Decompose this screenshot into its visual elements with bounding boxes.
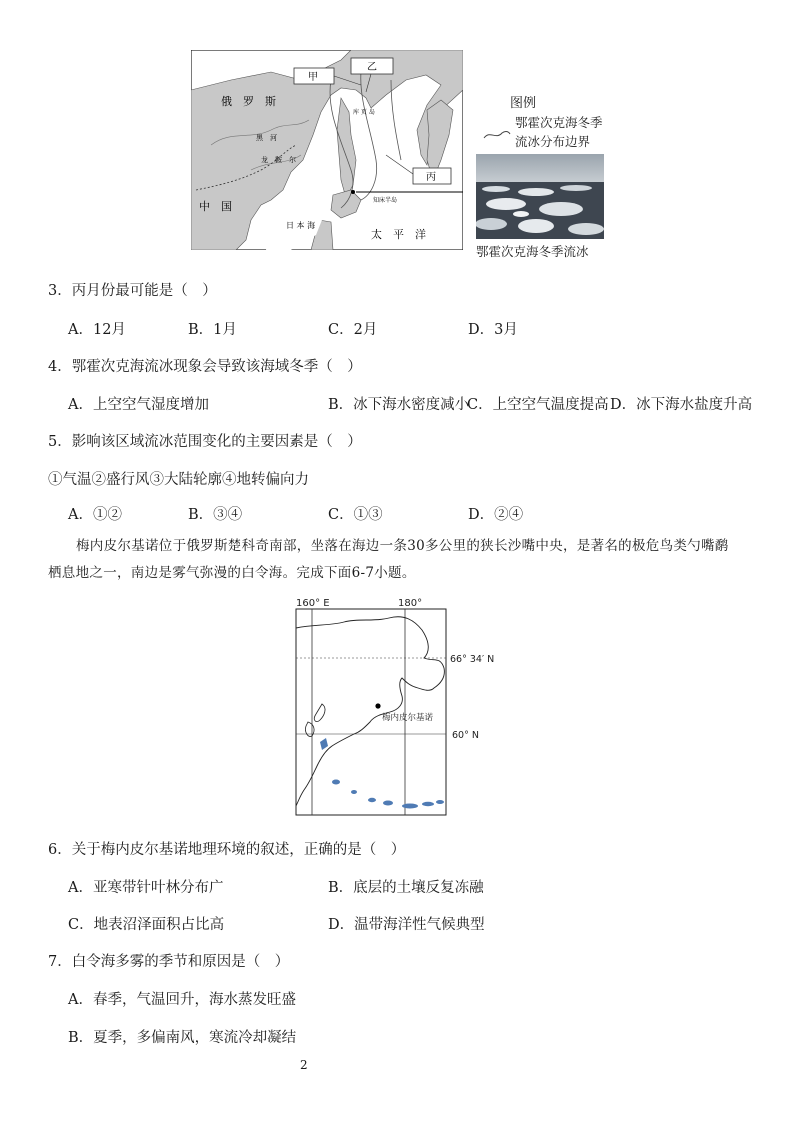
- label-pacific: 太 平 洋: [371, 228, 426, 241]
- q4-option-d: D．冰下海水盐度升高: [610, 397, 753, 413]
- label-zhichuang: 知床半岛: [373, 197, 398, 204]
- q3-option-c: C．2月: [328, 322, 378, 338]
- legend-line2: 流冰分布边界: [515, 134, 591, 149]
- q5-option-b: B．③④: [188, 507, 243, 523]
- meinypilgyno-dot: [375, 703, 380, 708]
- label-china: 中 国: [199, 200, 232, 213]
- question-4: 4．鄂霍次克海流冰现象会导致该海域冬季（ ）: [48, 359, 362, 375]
- ice-photo: [476, 154, 604, 239]
- q3-option-a: A．12月: [68, 322, 126, 338]
- place-label: 梅内皮尔基诺: [382, 713, 434, 723]
- q4-option-a: A．上空空气湿度增加: [68, 397, 209, 413]
- legend-title: 图例: [510, 96, 537, 111]
- q3-option-b: B．1月: [188, 322, 237, 338]
- label-jia: 甲: [308, 72, 318, 83]
- question-3: 3．丙月份最可能是（ ）: [48, 283, 217, 299]
- q3-option-d: D．3月: [468, 322, 518, 338]
- q6-option-c: C．地表沼泽面积占比高: [68, 917, 225, 933]
- label-longma: 龙 鞍 尔: [261, 156, 296, 164]
- q4-option-b: B．冰下海水密度减小: [328, 397, 470, 413]
- okhotsk-map: [191, 50, 463, 250]
- question-6: 6．关于梅内皮尔基诺地理环境的叙述，正确的是（ ）: [48, 842, 406, 858]
- label-yi: 乙: [367, 62, 377, 73]
- q7-option-a: A．春季，气温回升，海水蒸发旺盛: [68, 992, 296, 1008]
- label-heihe: 黑 河: [256, 134, 277, 142]
- q4-option-c: C．上空空气温度提高: [467, 397, 609, 413]
- q7-option-b: B．夏季，多偏南风，寒流冷却凝结: [68, 1030, 297, 1046]
- legend-boundary-icon: [482, 128, 512, 142]
- passage-line2: 栖息地之一，南边是雾气弥漫的白令海。完成下面6-7小题。: [48, 565, 416, 581]
- q5-option-c: C．①③: [328, 507, 383, 523]
- q6-option-d: D．温带海洋性气候典型: [328, 917, 485, 933]
- label-russia: 俄 罗 斯: [221, 95, 276, 108]
- q5-option-d: D．②④: [468, 507, 524, 523]
- question-7: 7．白令海多雾的季节和原因是（ ）: [48, 954, 290, 970]
- legend-line1: 鄂霍次克海冬季: [515, 115, 603, 130]
- question-5: 5．影响该区域流冰范围变化的主要因素是（ ）: [48, 434, 362, 450]
- label-bing: 丙: [426, 172, 436, 183]
- lat-66-label: 66° 34′ N: [450, 654, 494, 665]
- lon-180-label: 180°: [398, 598, 423, 609]
- passage-line1: 梅内皮尔基诺位于俄罗斯楚科奇南部，坐落在海边一条30多公里的狭长沙嘴中央，是著名的极危鸟类勺嘴鹬: [76, 538, 729, 554]
- q5-option-a: A．①②: [68, 507, 122, 523]
- photo-caption: 鄂霍次克海冬季流冰: [476, 244, 589, 259]
- q5-factors: ①气温②盛行风③大陆轮廓④地转偏向力: [48, 472, 309, 488]
- label-sakhalin: 库 页 岛: [353, 109, 375, 116]
- label-japan-sea: 日 本 海: [286, 221, 316, 230]
- page-number: 2: [300, 1058, 308, 1072]
- lat-60-label: 60° N: [452, 730, 479, 741]
- q6-option-a: A．亚寒带针叶林分布广: [68, 880, 224, 896]
- chukotka-map: [294, 596, 494, 820]
- lon-160-label: 160° E: [296, 598, 330, 609]
- q6-option-b: B．底层的土壤反复冻融: [328, 880, 484, 896]
